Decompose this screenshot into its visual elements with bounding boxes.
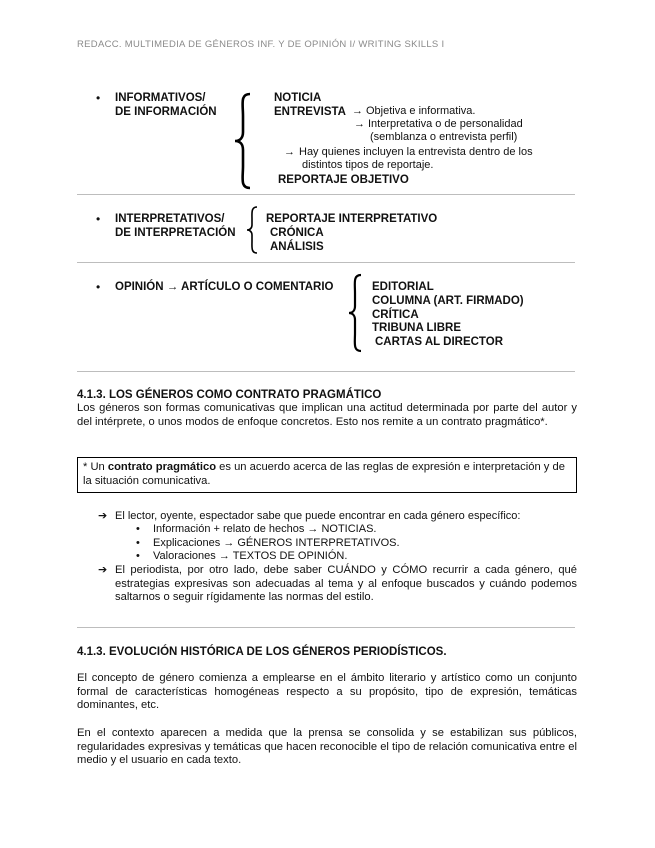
sub-bullet: • <box>136 537 140 549</box>
opinion-item: COLUMNA (ART. FIRMADO) <box>372 295 524 307</box>
divider <box>77 371 575 372</box>
arrow-item-2: El periodista, por otro lado, debe saber CUÁNDO y CÓMO recurrir a cada género, qué estrategias expresivas son adecuadas al tema y al enfoque buscados y cuándo podemos saltarnos o seguir rígidamente las normas del estilo. <box>115 564 577 603</box>
informativos-label-1: INFORMATIVOS/ <box>115 92 206 104</box>
entrevista-objetiva: Objetiva e informativa. <box>366 105 476 117</box>
reportaje-objetivo: REPORTAJE OBJETIVO <box>278 174 409 186</box>
sub-bullet: • <box>136 550 140 562</box>
bullet: • <box>96 91 101 105</box>
left-brace-icon <box>232 92 254 190</box>
footnote-term: contrato pragmático <box>107 461 217 473</box>
interpretativos-item: CRÓNICA <box>270 227 324 239</box>
arrow-item-1: El lector, oyente, espectador sabe que puede encontrar en cada género específico: <box>115 510 521 522</box>
footnote-star: * Un <box>83 461 105 473</box>
section-title-evolucion: 4.1.3. EVOLUCIÓN HISTÓRICA DE LOS GÉNEROS PERIODÍSTICOS. <box>77 646 447 658</box>
informativos-label-2: DE INFORMACIÓN <box>115 106 217 118</box>
section-title-contrato: 4.1.3. LOS GÉNEROS COMO CONTRATO PRAGMÁTICO <box>77 389 382 401</box>
opinion-label: OPINIÓN → ARTÍCULO O COMENTARIO <box>115 281 334 293</box>
bullet: • <box>96 212 101 226</box>
footnote-box <box>77 457 577 493</box>
arrow-bullet-icon: ➔ <box>98 564 108 576</box>
left-brace-icon <box>346 273 364 353</box>
opinion-item: EDITORIAL <box>372 281 434 293</box>
opinion-item: CRÍTICA <box>372 309 419 321</box>
paragraph-evolucion-1: El concepto de género comienza a emplearse en el ámbito literario y artístico como un conjunto formal de características homogéneas respecto a su propósito, tipo de expresión, temáticas dominantes, etc. <box>77 672 577 711</box>
sub-item: Explicaciones → GÉNEROS INTERPRETATIVOS. <box>153 537 400 549</box>
noticia: NOTICIA <box>274 92 322 104</box>
opinion-item: CARTAS AL DIRECTOR <box>375 336 503 348</box>
sub-bullet: • <box>136 523 140 535</box>
divider <box>77 262 575 263</box>
paragraph-evolucion-2: En el contexto aparecen a medida que la prensa se consolida y se estabilizan sus públicos, regularidades expresivas y temáticas que hacen reconocible el tipo de relación comunicativa entre el medio y el usuario en cada texto. <box>77 727 577 766</box>
arrow-bullet-icon: ➔ <box>98 510 108 522</box>
hay-quienes-line1: Hay quienes incluyen la entrevista dentro de los <box>299 146 533 158</box>
interpretativos-label-2: DE INTERPRETACIÓN <box>115 227 236 239</box>
divider <box>77 627 575 628</box>
interpretativos-item: REPORTAJE INTERPRETATIVO <box>266 213 438 225</box>
footnote-text: es un acuerdo acerca de las reglas de expresión e interpretación y de la situación comunicativa. <box>83 461 565 487</box>
arrow-icon: → <box>284 146 295 158</box>
interpretativos-label-1: INTERPRETATIVOS/ <box>115 213 225 225</box>
arrow-icon: → <box>354 118 365 130</box>
sub-item: Información + relato de hechos → NOTICIAS. <box>153 523 377 535</box>
hay-quienes-line2: distintos tipos de reportaje. <box>302 159 434 171</box>
running-header: REDACC. MULTIMEDIA DE GÉNEROS INF. Y DE OPINIÓN I/ WRITING SKILLS I <box>77 39 445 50</box>
arrow-icon: → <box>352 105 363 117</box>
sub-item: Valoraciones → TEXTOS DE OPINIÓN. <box>153 550 348 562</box>
divider <box>77 194 575 195</box>
paragraph-contrato: Los géneros son formas comunicativas que implican una actitud determinada por parte del autor y del intérprete, o unos modos de enfoque concretos. Esto nos remite a un contrato pragmático*. <box>77 402 577 428</box>
interpretativos-item: ANÁLISIS <box>270 241 324 253</box>
entrevista-semblanza: (semblanza o entrevista perfil) <box>370 131 518 143</box>
left-brace-icon <box>244 206 260 254</box>
entrevista: ENTREVISTA <box>274 106 346 118</box>
bullet: • <box>96 280 101 294</box>
opinion-item: TRIBUNA LIBRE <box>372 322 462 334</box>
entrevista-interpretativa: Interpretativa o de personalidad <box>368 118 523 130</box>
